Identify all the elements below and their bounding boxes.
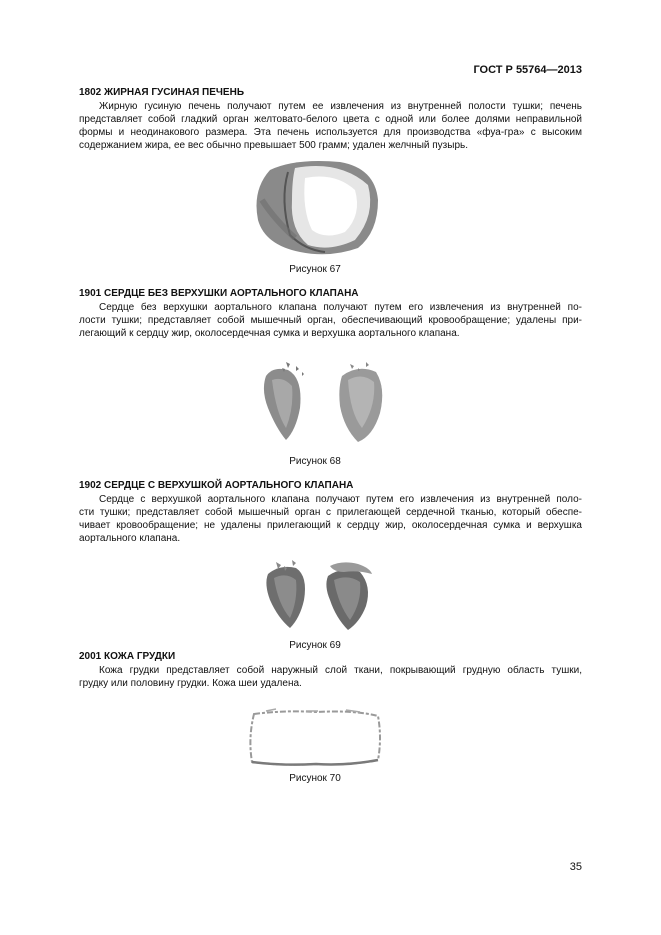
text-line: представляет собой гладкий орган желтовато-белого цвета с одной или более долями неправильной (79, 114, 582, 125)
text-line: содержанием жира, ее вес обычно превышает 500 грамм; удален желчный пузырь. (79, 140, 468, 151)
figure-68-caption: Рисунок 68 (289, 456, 341, 467)
text-line: чивает кровообращение; не удалены прилегающий к сердцу жир, околосердечная сумка и верхушка (79, 520, 582, 531)
section-title-2001: 2001 КОЖА ГРУДКИ (79, 651, 176, 662)
section-title-1902: 1902 СЕРДЦЕ С ВЕРХУШКОЙ АОРТАЛЬНОГО КЛАПАНА (79, 480, 354, 491)
document-code: ГОСТ Р 55764—2013 (473, 64, 582, 76)
text-line: Жирную гусиную печень получают путем ее извлечения из внутренней полости тушки; печень (99, 101, 582, 112)
figure-68-hearts-image (258, 358, 388, 448)
text-line: Сердце с верхушкой аортального клапана получают путем его извлечения из внутренней поло- (99, 494, 582, 505)
page-number: 35 (569, 861, 582, 873)
text-line: формы и неодинакового размера. Эта печень используется для производства «фуа-гра» с высоким (79, 127, 582, 138)
figure-70-breast-skin-image (246, 708, 384, 768)
figure-69-caption: Рисунок 69 (289, 640, 341, 651)
figure-67-caption: Рисунок 67 (289, 264, 341, 275)
text-line: легающий к сердцу жир, околосердечная сумка и верхушка аортального клапана. (79, 328, 460, 339)
section-text-1901 (79, 301, 582, 340)
section-title-1901: 1901 СЕРДЦЕ БЕЗ ВЕРХУШКИ АОРТАЛЬНОГО КЛАПАНА (79, 288, 359, 299)
section-text-1802 (79, 100, 582, 152)
text-line: Кожа грудки представляет собой наружный слой ткани, покрывающий грудную область тушки, (99, 665, 582, 676)
text-line: Сердце без верхушки аортального клапана получают путем его извлечения из внутренней по- (99, 302, 582, 313)
figure-69-hearts-with-valve-image (262, 560, 382, 632)
text-line: аортального клапана. (79, 533, 181, 544)
section-text-1902 (79, 493, 582, 545)
text-line: сти тушки; представляет собой мышечный орган с прилегающей сердечной тканью, который обеспе- (79, 507, 582, 518)
text-line: лости тушки; представляет собой мышечный орган, обеспечивающий кровообращение; удалены при- (79, 315, 582, 326)
text-line: грудку или половину грудки. Кожа шеи удалена. (79, 678, 302, 689)
figure-67-liver-image (250, 160, 380, 260)
figure-70-caption: Рисунок 70 (289, 773, 341, 784)
section-text-2001 (79, 664, 582, 690)
section-title-1802: 1802 ЖИРНАЯ ГУСИНАЯ ПЕЧЕНЬ (79, 87, 244, 98)
